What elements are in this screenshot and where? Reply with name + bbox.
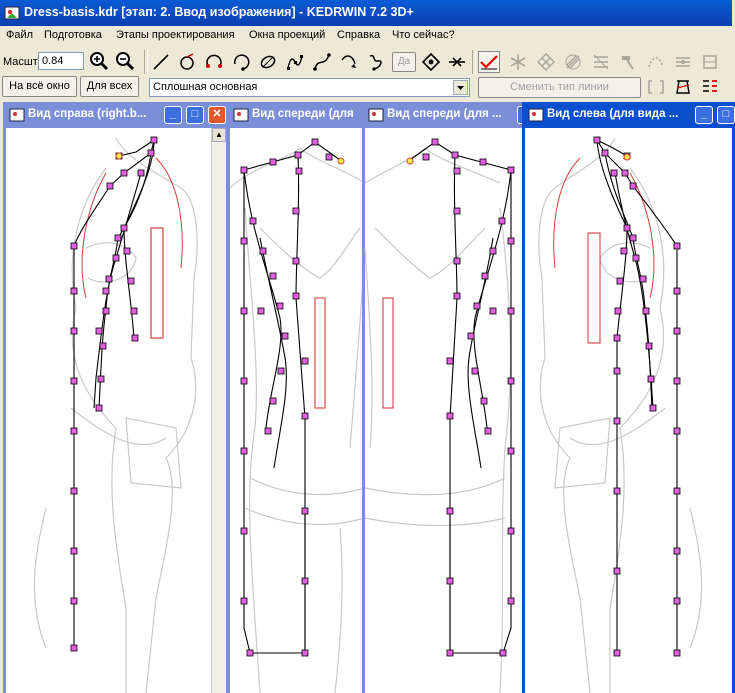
scale-input[interactable]: 0.84 <box>38 52 84 70</box>
construction-lines <box>597 140 677 653</box>
arc-icon <box>231 52 251 72</box>
circle-tool[interactable] <box>176 51 198 73</box>
ellipse-tool[interactable] <box>257 51 279 73</box>
bracket-tool[interactable] <box>645 76 667 98</box>
window-title: Вид слева (для вида ... <box>547 108 679 120</box>
body-sketch <box>365 148 510 693</box>
toolbar <box>0 46 732 102</box>
red-marker-rect <box>315 298 325 408</box>
bundle-icon <box>673 52 693 72</box>
bezier-icon <box>339 52 359 72</box>
red-marker-rect <box>383 298 393 408</box>
window-caption[interactable] <box>525 102 732 128</box>
maximize-button[interactable]: □ <box>186 106 204 124</box>
menu-projection-windows[interactable]: Окна проекций <box>249 29 326 41</box>
intersection-tool[interactable] <box>446 51 468 73</box>
view-window-icon <box>528 107 544 123</box>
list-tool[interactable] <box>699 76 721 98</box>
anchor-point <box>624 154 630 160</box>
window-caption[interactable] <box>230 102 365 128</box>
app-icon <box>4 5 20 21</box>
curve-icon <box>312 52 332 72</box>
left-view-canvas[interactable] <box>525 128 732 693</box>
control-points <box>241 139 332 656</box>
dropdown-arrow-icon[interactable] <box>453 80 468 95</box>
scroll-up-arrow-icon[interactable]: ▲ <box>212 128 226 142</box>
cross-arrows-icon <box>447 52 467 72</box>
control-points <box>423 139 514 656</box>
close-button[interactable]: ✕ <box>208 106 226 124</box>
menu-bar <box>0 26 732 46</box>
window-caption[interactable] <box>6 102 226 128</box>
stitch-icon <box>646 52 666 72</box>
arc-red-icon <box>204 52 224 72</box>
view-window-icon <box>233 107 249 123</box>
circle-arc-icon <box>177 52 197 72</box>
snowflake-tool[interactable] <box>507 51 529 73</box>
stitch-tool[interactable] <box>645 51 667 73</box>
left-view-window[interactable] <box>522 102 735 693</box>
zoom-in-icon <box>89 51 109 71</box>
fit-all-button[interactable]: На всё окно <box>2 76 77 97</box>
title-bar <box>0 0 732 26</box>
hammer-icon <box>618 52 638 72</box>
asterisk-icon <box>508 52 528 72</box>
menu-whats-now[interactable]: Что сейчас? <box>392 29 455 41</box>
view-window-icon <box>368 107 384 123</box>
window-title: Вид спереди (для <box>252 108 354 120</box>
zoom-in-button[interactable] <box>88 50 110 72</box>
window-caption[interactable] <box>365 102 525 128</box>
zoom-out-button[interactable] <box>114 50 136 72</box>
front-view-window-2[interactable] <box>362 102 528 693</box>
construction-lines <box>410 142 511 653</box>
hatch-icon <box>591 52 611 72</box>
construction-lines <box>244 142 340 653</box>
anchor-point <box>338 158 344 164</box>
menu-design-stages[interactable]: Этапы проектирования <box>116 29 235 41</box>
window-title: Dress-basis.kdr [этап: 2. Ввод изображения] - KEDRWIN 7.2 3D+ <box>24 5 414 19</box>
control-points <box>71 137 157 651</box>
maximize-button[interactable]: □ <box>717 106 735 124</box>
arc-tool-2[interactable] <box>230 51 252 73</box>
grid-tool[interactable] <box>535 51 557 73</box>
hatch-tool[interactable] <box>590 51 612 73</box>
red-marker-rect <box>151 228 163 338</box>
bundle-tool[interactable] <box>672 51 694 73</box>
settings-tool[interactable] <box>699 51 721 73</box>
yes-button-disabled[interactable]: Да <box>392 52 416 72</box>
front-view-canvas-1[interactable] <box>230 128 365 693</box>
view-window-icon <box>9 107 25 123</box>
right-view-window[interactable] <box>3 102 229 693</box>
bezier-tool[interactable] <box>338 51 360 73</box>
freehand-tool[interactable] <box>365 51 387 73</box>
window-title: Вид справа (right.b... <box>28 108 147 120</box>
line-type-value: Сплошная основная <box>153 81 258 93</box>
anchor-point <box>116 153 122 159</box>
line-tool[interactable] <box>150 51 172 73</box>
spline-points-icon <box>285 52 305 72</box>
spline-tool-1[interactable] <box>284 51 306 73</box>
freehand-icon <box>366 52 386 72</box>
line-type-select[interactable] <box>149 78 470 97</box>
hammer-tool[interactable] <box>617 51 639 73</box>
line-icon <box>151 52 171 72</box>
layers-icon <box>700 52 720 72</box>
window-title: Вид спереди (для ... <box>387 108 502 120</box>
anchor-point <box>407 158 413 164</box>
ellipse-icon <box>258 52 278 72</box>
point-tool[interactable] <box>420 51 442 73</box>
body-sketch <box>34 138 197 693</box>
red-marker-rect <box>588 233 600 343</box>
menu-help[interactable]: Справка <box>337 29 381 41</box>
menu-prepare[interactable]: Подготовка <box>44 29 102 41</box>
control-points <box>594 137 680 656</box>
confirm-button[interactable] <box>478 51 500 73</box>
menu-file[interactable]: Файл <box>6 29 34 41</box>
dress-form-icon <box>673 77 693 97</box>
change-line-type-button[interactable]: Сменить тип линии <box>478 77 641 98</box>
list-red-icon <box>700 77 720 97</box>
front-view-window-1[interactable] <box>227 102 368 693</box>
zoom-out-icon <box>115 51 135 71</box>
pattern-icon <box>563 52 583 72</box>
toolbar-separator <box>472 50 476 74</box>
arc-tool-1[interactable] <box>203 51 225 73</box>
pattern-tool[interactable] <box>562 51 584 73</box>
diamond-grid-icon <box>536 52 556 72</box>
spline-tool-2[interactable] <box>311 51 333 73</box>
minimize-button[interactable]: _ <box>164 106 182 124</box>
scale-label: Масшт <box>3 56 38 68</box>
check-red-icon <box>479 52 499 72</box>
minimize-button[interactable]: _ <box>695 106 713 124</box>
for-all-button[interactable]: Для всех <box>80 76 139 97</box>
right-view-canvas[interactable] <box>6 128 211 693</box>
brackets-icon <box>646 77 666 97</box>
sketch-red-outline <box>82 158 182 298</box>
construction-lines <box>74 140 154 648</box>
front-view-canvas-2[interactable] <box>365 128 525 693</box>
dress-tool[interactable] <box>672 76 694 98</box>
target-point-icon <box>421 52 441 72</box>
vertical-scrollbar[interactable] <box>211 128 226 693</box>
toolbar-separator <box>144 50 148 74</box>
